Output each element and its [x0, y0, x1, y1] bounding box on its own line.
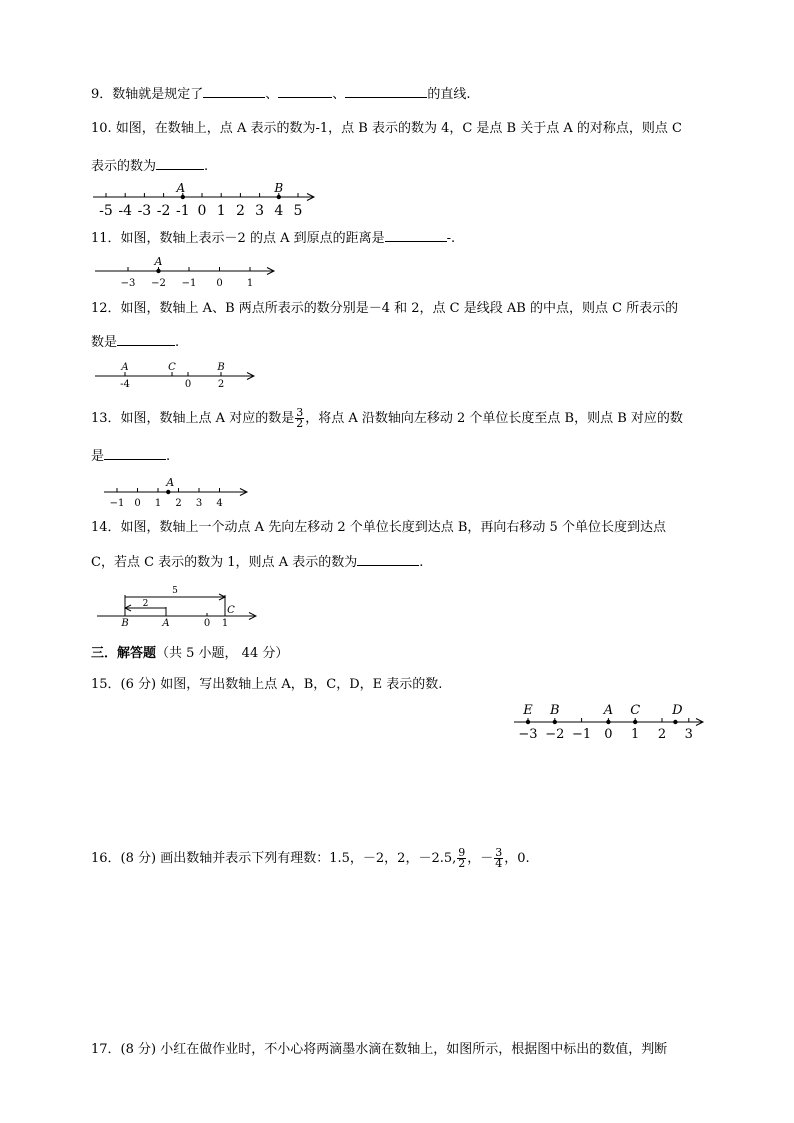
q14-label-2: 2	[142, 599, 149, 609]
q15-tick-label: −3	[518, 727, 538, 742]
q15-point-label: C	[630, 703, 641, 718]
q13-point-a	[166, 490, 170, 494]
q10-tick-label: -2	[156, 203, 171, 219]
q12-point-label: C	[168, 362, 176, 373]
answer-blank[interactable]	[385, 228, 447, 242]
question-16: 16．(8 分) 画出数轴并表示下列有理数：1.5，－2，2，－2.5, $\frac{9}{2}$ ，－ $\frac{3}{4}$ ，0.	[91, 846, 530, 870]
q11-tick-label: −1	[181, 278, 197, 289]
q15-point	[526, 720, 530, 724]
q14-tick-label-0: 0	[203, 618, 211, 629]
question-10-line2: 表示的数为 .	[91, 156, 208, 176]
q10-tick-label: 5	[293, 203, 303, 219]
q12-point-label: B	[217, 362, 225, 373]
q14-label-a: A	[162, 618, 170, 629]
q12-tick-label: -4	[120, 379, 130, 390]
q15-point-label: A	[603, 703, 614, 718]
q13-tick-label: 3	[195, 498, 203, 509]
q10-tick-label: 2	[235, 203, 245, 219]
q10-label-a: A	[176, 181, 186, 195]
q13-tick-label: −1	[109, 498, 125, 509]
q10-tick-label: 1	[216, 203, 226, 219]
question-15: 15．(6 分) 如图，写出数轴上点 A，B，C，D，E 表示的数.	[91, 677, 443, 692]
q15-point	[633, 720, 637, 724]
q15-tick-label: −1	[572, 727, 592, 742]
q10-tick-label: -1	[175, 203, 190, 219]
fraction-3-4: $\frac{3}{4}$	[495, 846, 503, 870]
q15-tick-label: 1	[631, 727, 640, 742]
q11-tick-label: 1	[246, 278, 254, 289]
question-14-line2: C，若点 C 表示的数为 1，则点 A 表示的数为 .	[91, 552, 423, 572]
question-11: 11．如图，数轴上表示－2 的点 A 到原点的距离是 -.	[91, 228, 455, 248]
q13-tick-label: 4	[216, 498, 223, 509]
q12-tick-label: 0	[184, 379, 192, 390]
question-9: 9．数轴就是规定了 、 、 的直线.	[91, 84, 470, 104]
q12-tick-label: 2	[217, 379, 225, 390]
q15-tick-label: −2	[545, 727, 565, 742]
q11-tick-label: −3	[120, 278, 136, 289]
answer-blank[interactable]	[104, 446, 166, 460]
q10-label-b: B	[274, 181, 284, 195]
question-17: 17．(8 分) 小红在做作业时，不小心将两滴墨水滴在数轴上，如图所示，根据图中标出的数值，判断	[91, 1042, 668, 1057]
q10-tick-label: -4	[118, 203, 133, 219]
q10-point-a	[181, 195, 185, 199]
q13-tick-label: 0	[134, 498, 141, 509]
q10-tick-label: -3	[137, 203, 152, 219]
fraction-9-2: $\frac{9}{2}$	[458, 846, 466, 870]
q10-tick-label: 0	[197, 203, 207, 219]
q14-tick-label-1: 1	[221, 618, 229, 629]
q11-point-a	[156, 269, 160, 273]
q15-point-label: E	[523, 703, 533, 718]
q10-point-b	[277, 195, 281, 199]
q11-tick-label: −2	[151, 278, 166, 289]
q10-tick-label: 4	[274, 203, 284, 219]
q15-point	[553, 720, 557, 724]
question-14-line1: 14．如图，数轴上一个动点 A 先向左移动 2 个单位长度到达点 B，再向右移动 5 个单位长度到达点	[91, 520, 666, 535]
fraction-3-2: $\frac{3}{2}$	[296, 406, 304, 430]
question-10-line1: 10. 如图，在数轴上，点 A 表示的数为-1，点 B 表示的数为 4，C 是点 B 关于点 A 的对称点，则点 C	[91, 121, 682, 136]
q13-tick-label: 1	[154, 498, 162, 509]
question-12-line1: 12．如图，数轴上 A、B 两点所表示的数分别是－4 和 2，点 C 是线段 AB 的中点，则点 C 所表示的	[91, 301, 679, 316]
q10-tick-label: -5	[99, 203, 113, 219]
q12-point-label: A	[121, 362, 129, 373]
q15-point	[606, 720, 610, 724]
q15-tick-label: 2	[657, 727, 667, 742]
q15-tick-label: 3	[684, 727, 693, 742]
q14-label-c: C	[227, 605, 235, 616]
q11-label-a: A	[154, 255, 163, 268]
q15-tick-label: 0	[604, 727, 613, 742]
question-13-line2: 是 .	[91, 446, 170, 466]
q13-tick-label: 2	[175, 498, 182, 509]
question-12-line2: 数是 .	[91, 332, 179, 352]
q10-tick-label: 3	[255, 203, 265, 219]
q15-point-label: D	[672, 703, 683, 718]
q15-point-label: B	[550, 703, 560, 718]
answer-blank[interactable]	[357, 552, 419, 566]
q11-tick-label: 0	[216, 278, 223, 289]
q14-label-5: 5	[172, 586, 178, 596]
question-13-line1: 13．如图，数轴上点 A 对应的数是 $\frac{3}{2}$ ，将点 A 沿数轴向左移动 2 个单位长度至点 B，则点 B 对应的数	[91, 406, 683, 430]
q13-label-a: A	[166, 476, 175, 489]
section-3-heading: 三．解答题（共 5 小题， 44 分）	[91, 646, 289, 661]
answer-blank[interactable]	[117, 332, 175, 346]
q14-label-b: B	[121, 618, 129, 629]
q15-point	[673, 720, 677, 724]
